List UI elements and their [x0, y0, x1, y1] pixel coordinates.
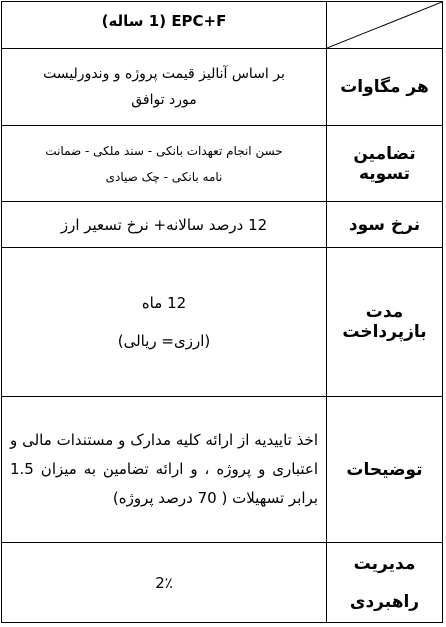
value-line: 12 ماه	[141, 294, 187, 312]
table-row	[2, 126, 443, 202]
column-title: EPC+F (1 ساله)	[2, 2, 327, 49]
value-line: بر اساس آنالیز قیمت پروژه و وندورلیست	[43, 66, 285, 82]
row-label: تضامین تسویه	[327, 126, 443, 202]
row-label: هر مگاوات	[327, 49, 443, 126]
row-value	[2, 543, 327, 623]
table-row	[2, 49, 443, 126]
table-header-row	[2, 2, 443, 49]
row-value	[2, 202, 327, 248]
terms-table	[1, 1, 443, 623]
row-label: مدیریت راهبردی	[327, 543, 443, 623]
row-value	[2, 49, 327, 126]
table-row	[2, 397, 443, 543]
value-line: 12 درصد سالانه+ نرخ تسعیر ارز	[60, 215, 268, 234]
diagonal-line	[327, 2, 442, 48]
row-label: توضیحات	[327, 397, 443, 543]
row-value	[2, 248, 327, 397]
value-line: 2٪	[155, 573, 173, 592]
value-line: نامه بانکی - چک صیادی	[105, 169, 223, 184]
row-value: اخذ تاییدیه از ارائه کلیه مدارک و مستندات مالی و اعتباری و پروژه ، و ارائه تضامین به میزان 1.5 برابر تسهیلات ( 70 درصد پروژه)	[2, 397, 327, 543]
table-row	[2, 202, 443, 248]
table-row	[2, 543, 443, 623]
row-label: مدت بازپرداخت	[327, 248, 443, 397]
value-line: حسن انجام تعهدات بانکی - سند ملکی - ضمانت	[45, 143, 283, 158]
row-label: نرخ سود	[327, 202, 443, 248]
corner-cell	[327, 2, 443, 49]
value-line: (ارزی= ریالی)	[117, 332, 211, 350]
value-line: مورد توافق	[131, 92, 197, 108]
table-row	[2, 248, 443, 397]
row-value	[2, 126, 327, 202]
